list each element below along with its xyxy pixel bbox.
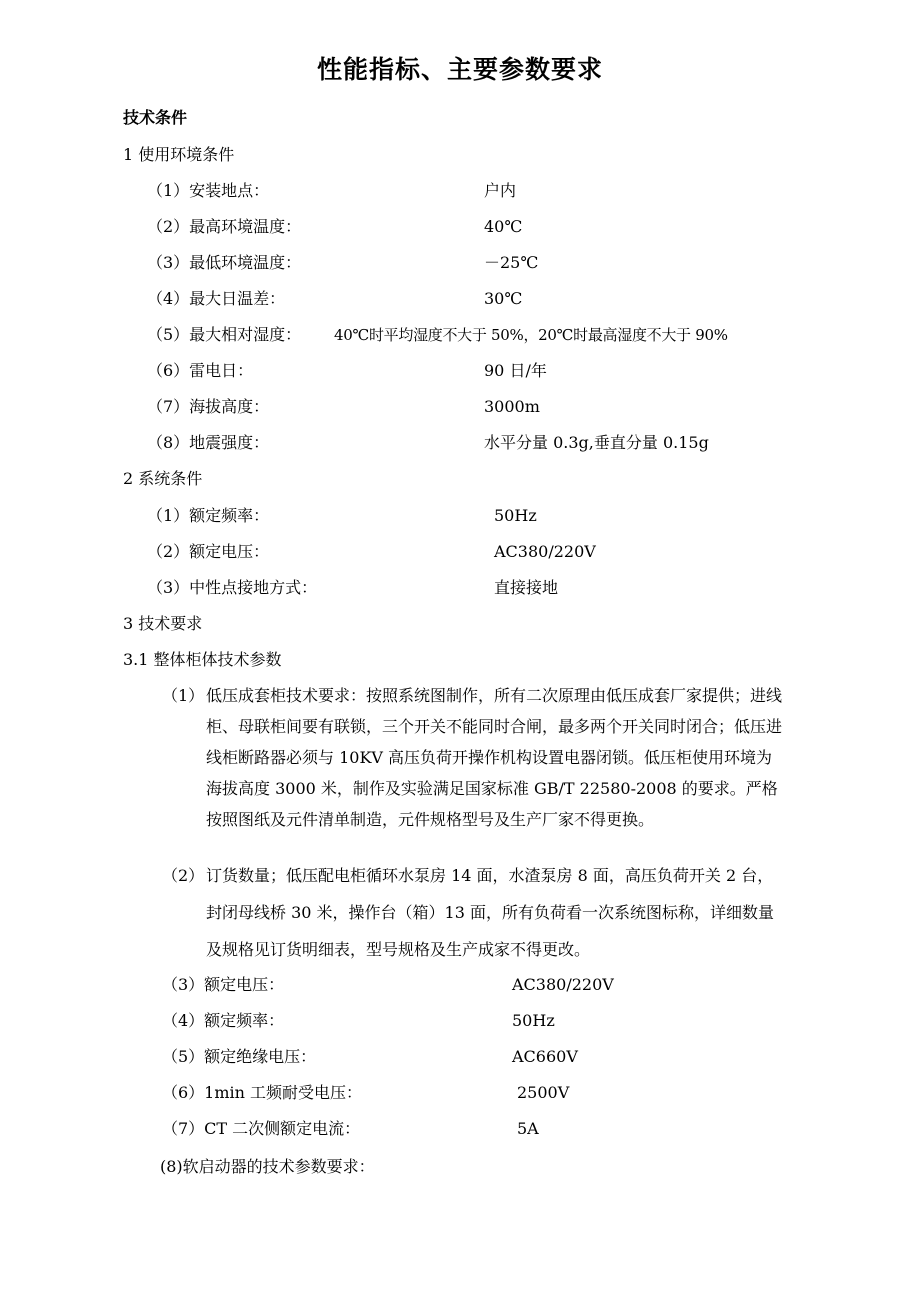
- env-item-label: （8）地震强度：: [147, 433, 270, 452]
- tech-last-item: (8)软启动器的技术参数要求：: [160, 1157, 375, 1176]
- env-item-label: （5）最大相对湿度：: [147, 325, 302, 344]
- tech-heading: 3 技术要求: [123, 614, 203, 633]
- env-item-value: 3000m: [484, 397, 540, 416]
- section-title: 技术条件: [123, 108, 188, 127]
- system-item-value: 50Hz: [494, 506, 537, 525]
- env-item-label: （2）最高环境温度：: [147, 217, 302, 236]
- env-item-value: 90 日/年: [484, 361, 547, 380]
- requirement-paragraph-2: [162, 857, 782, 968]
- tech-item-value: 5A: [517, 1119, 539, 1138]
- paragraph-number: （1）: [162, 686, 205, 705]
- paragraph-text: 订货数量；低压配电柜循环水泵房 14 面，水渣泵房 8 面，高压负荷开关 2 台，封闭母线桥 30 米，操作台（箱）13 面，所有负荷看一次系统图标称，详细数量及规格见订货明细表，型号规格及生产成家不得更改。: [206, 866, 774, 959]
- env-item-value: 40℃: [484, 217, 523, 236]
- requirement-paragraph-1: [162, 680, 782, 835]
- env-item-label: （1）安装地点：: [147, 181, 270, 200]
- env-heading: 1 使用环境条件: [123, 145, 235, 164]
- tech-item-label: （5）额定绝缘电压：: [162, 1047, 317, 1066]
- system-item-label: （2）额定电压：: [147, 542, 270, 561]
- system-item-label: （3）中性点接地方式：: [147, 578, 318, 597]
- tech-sub-heading: 3.1 整体柜体技术参数: [123, 650, 282, 669]
- system-item-value: 直接接地: [494, 578, 559, 597]
- page-title: 性能指标、主要参数要求: [316, 55, 603, 84]
- env-item-label: （3）最低环境温度：: [147, 253, 302, 272]
- system-heading: 2 系统条件: [123, 469, 203, 488]
- env-item-value: 40℃时平均湿度不大于 50%，20℃时最高湿度不大于 90%: [334, 326, 728, 344]
- env-item-label: （7）海拔高度：: [147, 397, 270, 416]
- env-item-label: （6）雷电日：: [147, 361, 254, 380]
- tech-item-value: 50Hz: [512, 1011, 555, 1030]
- env-item-value: 户内: [484, 181, 517, 200]
- system-item-value: AC380/220V: [494, 542, 596, 561]
- system-item-label: （1）额定频率：: [147, 506, 270, 525]
- tech-item-label: （3）额定电压：: [162, 975, 285, 994]
- env-item-value: 水平分量 0.3g,垂直分量 0.15g: [484, 433, 709, 452]
- env-item-value: －25℃: [484, 253, 539, 272]
- tech-item-value: AC660V: [512, 1047, 578, 1066]
- tech-item-value: AC380/220V: [512, 975, 614, 994]
- paragraph-number: （2）: [162, 866, 205, 885]
- env-item-value: 30℃: [484, 289, 523, 308]
- tech-item-label: （4）额定频率：: [162, 1011, 285, 1030]
- tech-item-label: （6）1min 工频耐受电压：: [162, 1083, 363, 1102]
- tech-item-value: 2500V: [517, 1083, 570, 1102]
- env-item-label: （4）最大日温差：: [147, 289, 286, 308]
- tech-item-label: （7）CT 二次侧额定电流：: [162, 1119, 361, 1138]
- paragraph-text: 低压成套柜技术要求：按照系统图制作，所有二次原理由低压成套厂家提供；进线柜、母联柜间要有联锁，三个开关不能同时合闸，最多两个开关同时闭合；低压进线柜断路器必须与 10KV 高压负荷开操作机构设置电器闭锁。低压柜使用环境为海拔高度 3000 米，制作及实验满足国家标准 GB/T 22580-2008 的要求。严格按照图纸及元件清单制造，元件规格型号及生产厂家不得更换。: [206, 686, 783, 829]
